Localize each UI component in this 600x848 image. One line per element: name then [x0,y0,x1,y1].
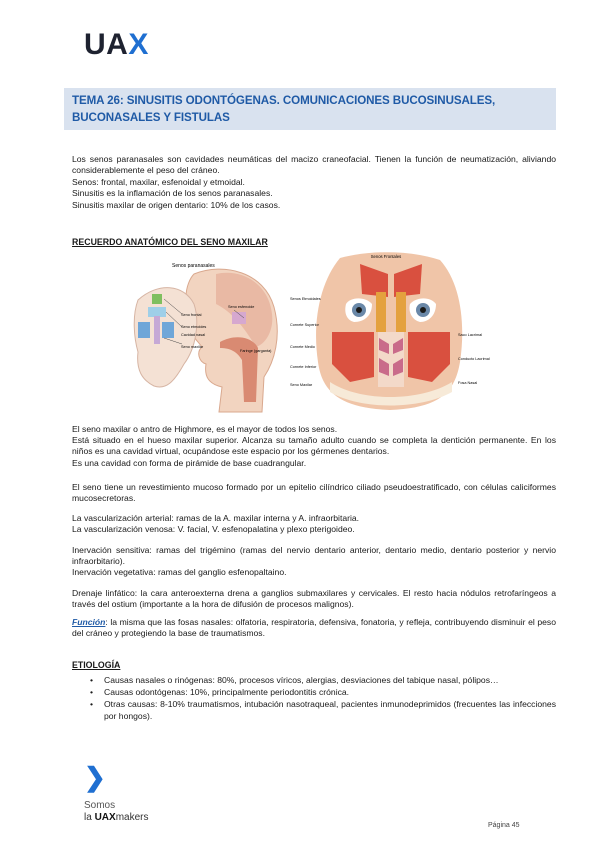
fig2-label: Conducto Lacrimal [458,357,490,361]
vasc-arterial: La vascularización arterial: ramas de la A. maxilar interna y A. infraorbitaria. [72,513,360,523]
bullet: • [90,699,94,710]
sinus-profile-illustration [124,252,284,412]
sinus-frontal-illustration [290,252,490,412]
anatomy-p4: El seno tiene un revestimiento mucoso formado por un epitelio cilíndrico ciliado pseudoestratificado, con células caliciformes mucosecretoras. [72,482,556,504]
fig1-label: Seno etmoides [181,325,207,329]
intro-paragraph: Los senos paranasales son cavidades neumáticas del macizo craneofacial. Tienen la función de neumatización, aliviando considerablemente el peso del cráneo. [72,154,556,176]
intro-sinusitis: Sinusitis es la inflamación de los senos paranasales. [72,188,273,199]
intro-senos: Senos: frontal, maxilar, esfenoidal y etmoidal. [72,176,245,187]
intro-section [72,154,556,211]
fig2-label: Cornete Inferior [290,365,317,369]
anatomy-section [72,424,556,469]
fig2-label: Seno Maxilar [290,383,313,387]
funcion-label: Función [72,617,106,627]
heading-etiologia: ETIOLOGÍA [72,660,121,670]
chevron-right-icon: ❯ [84,762,106,792]
list-item: • Causas nasales o rinógenas: 80%, procesos víricos, alergias, desviaciones del tabique nasal, pólipos… [90,675,499,685]
list-item: • Otras causas: 8-10% traumatismos, intubación nasotraqueal, pacientes inmunodeprimidos (frecuentes las infecciones por hongos). [90,699,556,721]
fig1-label: Seno esfenoide [228,305,255,309]
fig2-title: Senos Frontales [370,254,402,259]
fig2-label: Fosa Nasal [458,381,478,385]
inerv-sensitiva: Inervación sensitiva: ramas del trigémino (ramas del nervio dentario anterior, dentario medio, dentario posterior y nervio infraorbitario). [72,545,556,567]
fig1-label: Seno frontal [181,313,202,317]
fig2-label: Senos Etmoidales [290,297,321,301]
vasc-venosa: La vascularización venosa: V. facial, V. esfenopalatina y plexo pterigoideo. [72,524,355,535]
page-number: Página 45 [488,822,520,829]
inerv-vegetativa: Inervación vegetativa: ramas del ganglio esfenopaltaino. [72,567,287,578]
fig1-title: Senos paranasales [172,263,215,269]
funcion-text: : la misma que las fosas nasales: olfatoria, respiratoria, defensiva, fonatoria, y refleja, contribuyendo disminuir el peso del cráneo y protegiendo la base de traumatismos. [72,617,556,639]
fig2-label: Saco Lacrimal [458,333,483,337]
bullet: • [90,675,94,685]
bullet: • [90,687,94,698]
etiologia-list [86,675,556,723]
innervation [72,545,556,579]
anatomy-p1: El seno maxilar o antro de Highmore, es el mayor de todos los senos. [72,424,338,434]
footer-somos: Somos [84,800,116,811]
anatomy-figures [124,252,490,412]
fig1-label: Cavidad nasal [181,333,206,337]
funcion [72,617,556,639]
list-item: • Causas odontógenas: 10%, principalmente periodontitis crónica. [90,687,350,698]
intro-sinusitis-maxilar: Sinusitis maxilar de origen dentario: 10% de los casos. [72,199,281,210]
heading-anatomy: RECUERDO ANATÓMICO DEL SENO MAXILAR [72,237,268,247]
vascularization [72,513,556,535]
topic-title-line-2: BUCONASALES Y FISTULAS [72,111,230,124]
anatomy-p3: Es una cavidad con forma de pirámide de base cuadrangular. [72,457,307,468]
fig2-label: Cornete Medio [290,345,315,349]
uax-logo: UAX [84,28,149,61]
fig1-label: Faringe (garganta) [240,349,272,353]
drenaje-linfatico: Drenaje linfático: la cara anteroexterna drena a ganglios submaxilares y cervicales. El resto hacia nódulos retrofaríngeos a través del ostium (importante a la hora de difusión de procesos malignos). [72,588,556,610]
fig2-label: Cornete Superior [290,323,319,327]
footer-brand: la UAXmakers [84,812,149,823]
anatomy-p2: Está situado en el hueso maxilar superior. Alcanza su tamaño adulto cuando se completa la dentición permanente. En los niños es una cavidad virtual, ocupándose este espacio por los gérmenes dentarios. [72,435,556,457]
topic-title-line-1: TEMA 26: SINUSITIS ODONTÓGENAS. COMUNICACIONES BUCOSINUSALES, [72,94,496,107]
topic-title-band [64,88,556,130]
fig1-label: Seno maxilar [181,345,204,349]
